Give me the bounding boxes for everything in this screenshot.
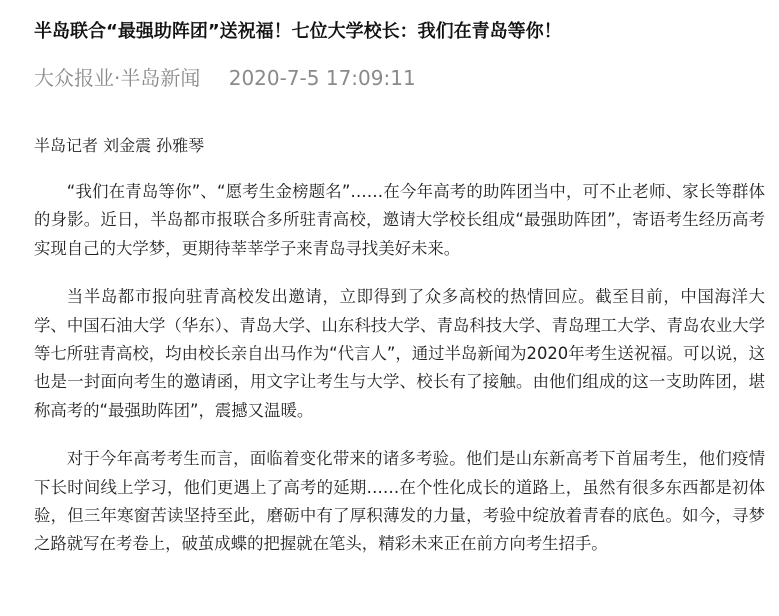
article-byline: 半岛记者 刘金震 孙雅琴: [34, 136, 205, 155]
article-source[interactable]: 大众报业·半岛新闻: [34, 66, 201, 90]
article-paragraph: “我们在青岛等你”、“愿考生金榜题名”……在今年高考的助阵团当中，可不止老师、家长等群体的身影。近日，半岛都市报联合多所驻青高校，邀请大学校长组成“最强助阵团”，寄语考生经历高考实现自己的大学梦，更期待莘莘学子来青岛寻找美好未来。: [34, 182, 765, 258]
article-datetime: 2020-7-5 17:09:11: [228, 66, 416, 90]
article-paragraph: 对于今年高考考生而言，面临着变化带来的诸多考验。他们是山东新高考下首届考生，他们疫情下长时间线上学习，他们更遇上了高考的延期……在个性化成长的道路上，虽然有很多东西都是初体验，但三年寒窗苦读坚持至此，磨砺中有了厚积薄发的力量，考验中绽放着青春的底色。如今，寻梦之路就写在考卷上，破茧成蝶的把握就在笔头，精彩未来正在前方向考生招手。: [34, 449, 765, 554]
article-paragraph: 当半岛都市报向驻青高校发出邀请，立即得到了众多高校的热情回应。截至目前，中国海洋大学、中国石油大学（华东）、青岛大学、山东科技大学、青岛科技大学、青岛理工大学、青岛农业大学等七所驻青高校，均由校长亲自出马作为“代言人”，通过半岛新闻为2020年考生送祝福。可以说，这也是一封面向考生的邀请函，用文字让考生与大学、校长有了接触。由他们组成的这一支助阵团，堪称高考的“最强助阵团”，震撼又温暖。: [34, 287, 765, 420]
article-title: 半岛联合“最强助阵团”送祝福！七位大学校长：我们在青岛等你！: [34, 21, 562, 42]
article-meta: [34, 64, 765, 92]
